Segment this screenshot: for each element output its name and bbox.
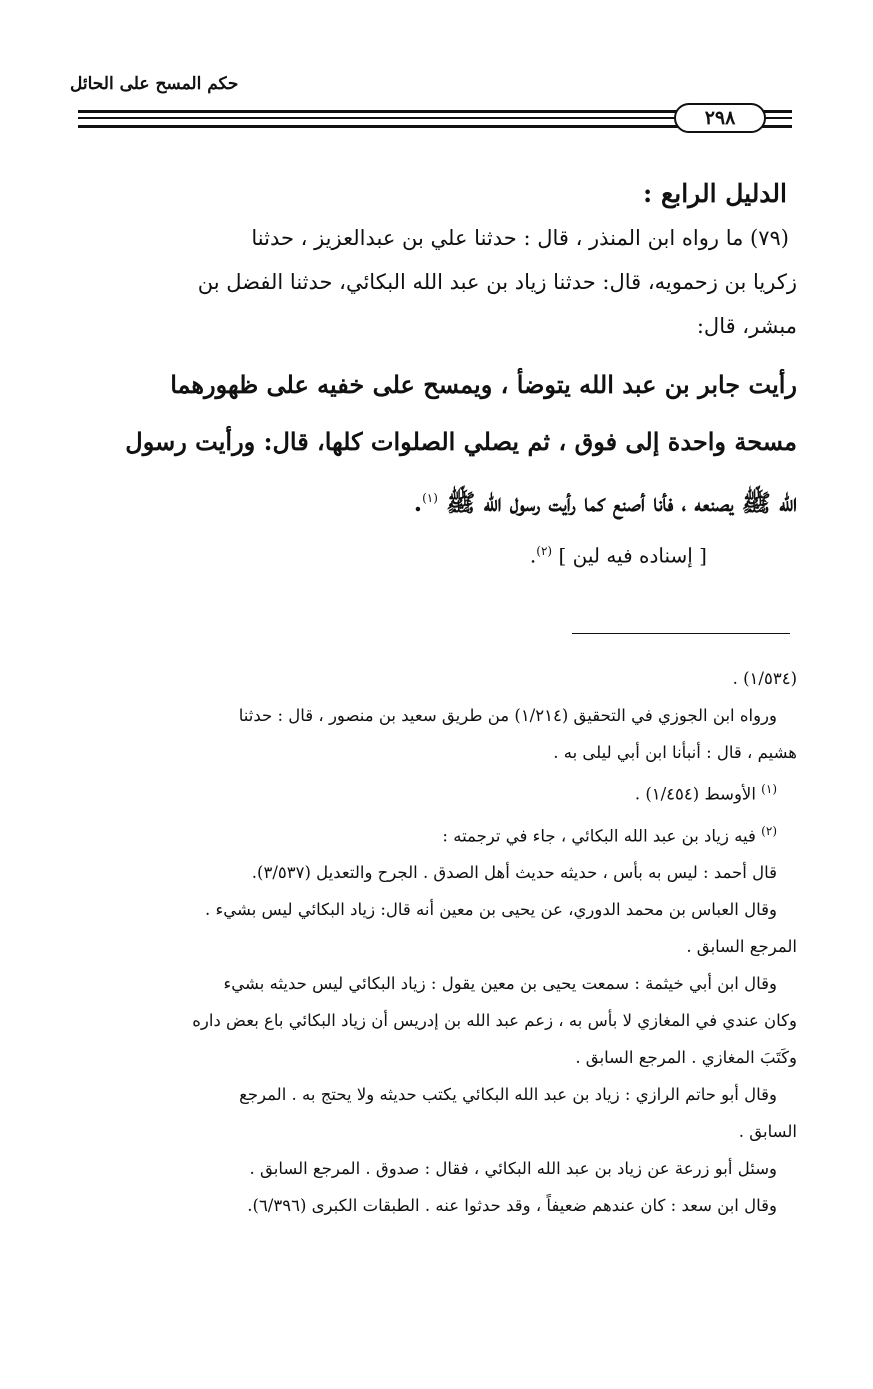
footnote-line: قال أحمد : ليس به بأس ، حديثه حديث أهل الصدق . الجرح والتعديل (٣/٥٣٧). (251, 863, 777, 882)
footnote-entry-2 (72, 813, 797, 855)
footnote-entry-1 (72, 771, 797, 813)
hadith-line-text: الله ﷺ يصنعه ، فأنا أصنع كما رأيت رسول الله ﷺ (446, 488, 797, 517)
footnote-line: الأوسط (١/٤٥٤) . (634, 784, 756, 804)
footnote-separator (572, 633, 790, 634)
footnote-line: وقال ابن سعد : كان عندهم ضعيفاً ، وقد حدثوا عنه . الطبقات الكبرى (٦/٣٩٦). (247, 1196, 777, 1215)
footnote-line: وقال ابن أبي خيثمة : سمعت يحيى بن معين يقول : زياد البكائي ليس حديثه بشيء (223, 974, 777, 993)
footnote-line: وقال أبو حاتم الرازي : زياد بن عبد الله البكائي يكتب حديثه ولا يحتج به . المرجع (239, 1085, 777, 1104)
main-text (72, 172, 797, 574)
footnote-line: هشيم ، قال : أنبأنا ابن أبي ليلى به . (553, 743, 797, 762)
footnote-number-1: (١) (761, 782, 777, 796)
running-title: حكم المسح على الحائل (70, 74, 239, 94)
footnote-line: ورواه ابن الجوزي في التحقيق (١/٢١٤) من طريق سعيد بن منصور ، قال : حدثنا (238, 706, 777, 725)
footnote-line: (١/٥٣٤) . (732, 669, 797, 688)
narration-chain (72, 216, 797, 348)
hadith-text (72, 356, 797, 531)
hadith-line: رأيت جابر بن عبد الله يتوضأ ، ويمسح على خفيه على ظهورهما (170, 370, 797, 399)
section-heading: الدليل الرابع : (643, 179, 787, 208)
footnote-line: وقال العباس بن محمد الدوري، عن يحيى بن معين أنه قال: زياد البكائي ليس بشيء . (204, 900, 777, 919)
page-number-badge: ٢٩٨ (674, 103, 766, 133)
footnote-line: وكان عندي في المغازي لا بأس به ، زعم عبد الله بن إدريس أن زياد البكائي باع بعض داره (192, 1011, 797, 1030)
grading-end-mark: . (529, 543, 537, 568)
footnote-line: المرجع السابق . (686, 937, 797, 956)
grading-text: [ إسناده فيه لين ] (558, 543, 707, 568)
narration-line: مبشر، قال: (696, 314, 797, 338)
footnote-marker-1: (١) (422, 491, 438, 505)
footnotes (72, 660, 797, 1224)
footnote-line: السابق . (738, 1122, 797, 1141)
narration-line: (٧٩) ما رواه ابن المنذر ، قال : حدثنا علي بن عبدالعزيز ، حدثنا (251, 226, 789, 250)
narration-line: زكريا بن زحمويه، قال: حدثنا زياد بن عبد الله البكائي، حدثنا الفضل بن (197, 270, 797, 294)
footnote-line: وسئل أبو زرعة عن زياد بن عبد الله البكائي ، فقال : صدوق . المرجع السابق . (249, 1159, 777, 1178)
footnote-line: فيه زياد بن عبد الله البكائي ، جاء في ترجمته : (442, 826, 756, 845)
hadith-line: مسحة واحدة إلى فوق ، ثم يصلي الصلوات كلها، قال: ورأيت رسول (125, 427, 797, 456)
hadith-end-mark: . (413, 488, 423, 517)
footnote-line: وكَتَبَ المغازي . المرجع السابق . (575, 1048, 797, 1067)
footnote-marker-2: (٢) (536, 544, 553, 558)
hadith-line-last (72, 470, 797, 531)
footnote-number-2: (٢) (761, 823, 777, 838)
isnad-grading (72, 533, 707, 574)
